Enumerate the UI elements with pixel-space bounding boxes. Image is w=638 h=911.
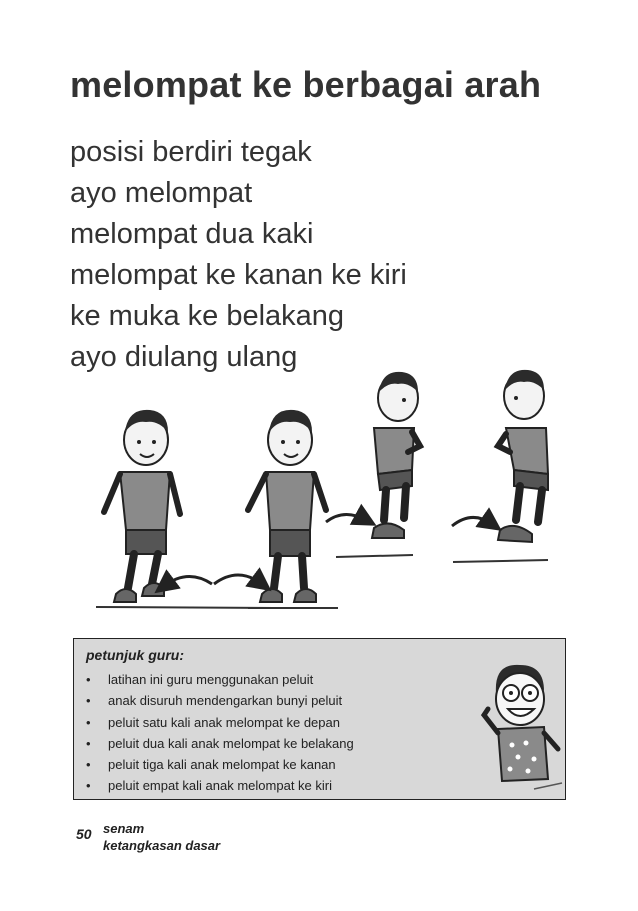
arrow-right [214,575,262,584]
teacher-cartoon-icon [474,653,564,795]
poem-line: posisi berdiri tegak [70,136,312,168]
ground-line [453,560,548,562]
teacher-instructions-box [73,638,566,800]
poem-line: melompat dua kaki [70,218,314,250]
bullet-icon: • [86,778,91,794]
poem-lines [70,132,407,378]
list-item: • peluit satu kali anak melompat ke depan [86,712,354,733]
footer-line: senam [103,821,145,836]
bullet-icon: • [86,735,91,751]
instructions-heading: petunjuk guru: [86,647,184,663]
footer-book-title [103,820,220,854]
list-item: • latihan ini guru menggunakan peluit [86,669,354,690]
ground-line [96,607,273,608]
bullet-icon: • [86,693,91,709]
bullet-icon: • [86,757,91,773]
instructions-list [86,669,354,797]
arrow-forward [452,517,492,526]
child-figure-2 [248,410,326,602]
page-title: melompat ke berbagai arah [70,64,542,105]
footer-line: ketangkasan dasar [103,838,221,853]
child-figure-3 [372,372,420,538]
child-figure-4 [498,370,548,542]
poem-line: melompat ke kanan ke kiri [70,259,407,291]
poem-line: ke muka ke belakang [70,300,345,332]
jumping-children-illustration [68,362,588,624]
list-item: • peluit empat kali anak melompat ke kiri [86,775,354,796]
ground-line [336,555,413,557]
child-figure-1 [104,410,180,602]
list-item: • peluit tiga kali anak melompat ke kanan [86,754,354,775]
arrow-forward [326,514,366,522]
list-item: • peluit dua kali anak melompat ke belakang [86,733,354,754]
bullet-icon: • [86,672,91,687]
bullet-icon: • [86,714,91,730]
page-number: 50 [76,826,92,842]
list-item: • anak disuruh mendengarkan bunyi peluit [86,690,354,711]
arrow-left [164,576,212,586]
poem-line: ayo melompat [70,177,253,209]
poem-line: ayo diulang ulang [70,341,298,373]
